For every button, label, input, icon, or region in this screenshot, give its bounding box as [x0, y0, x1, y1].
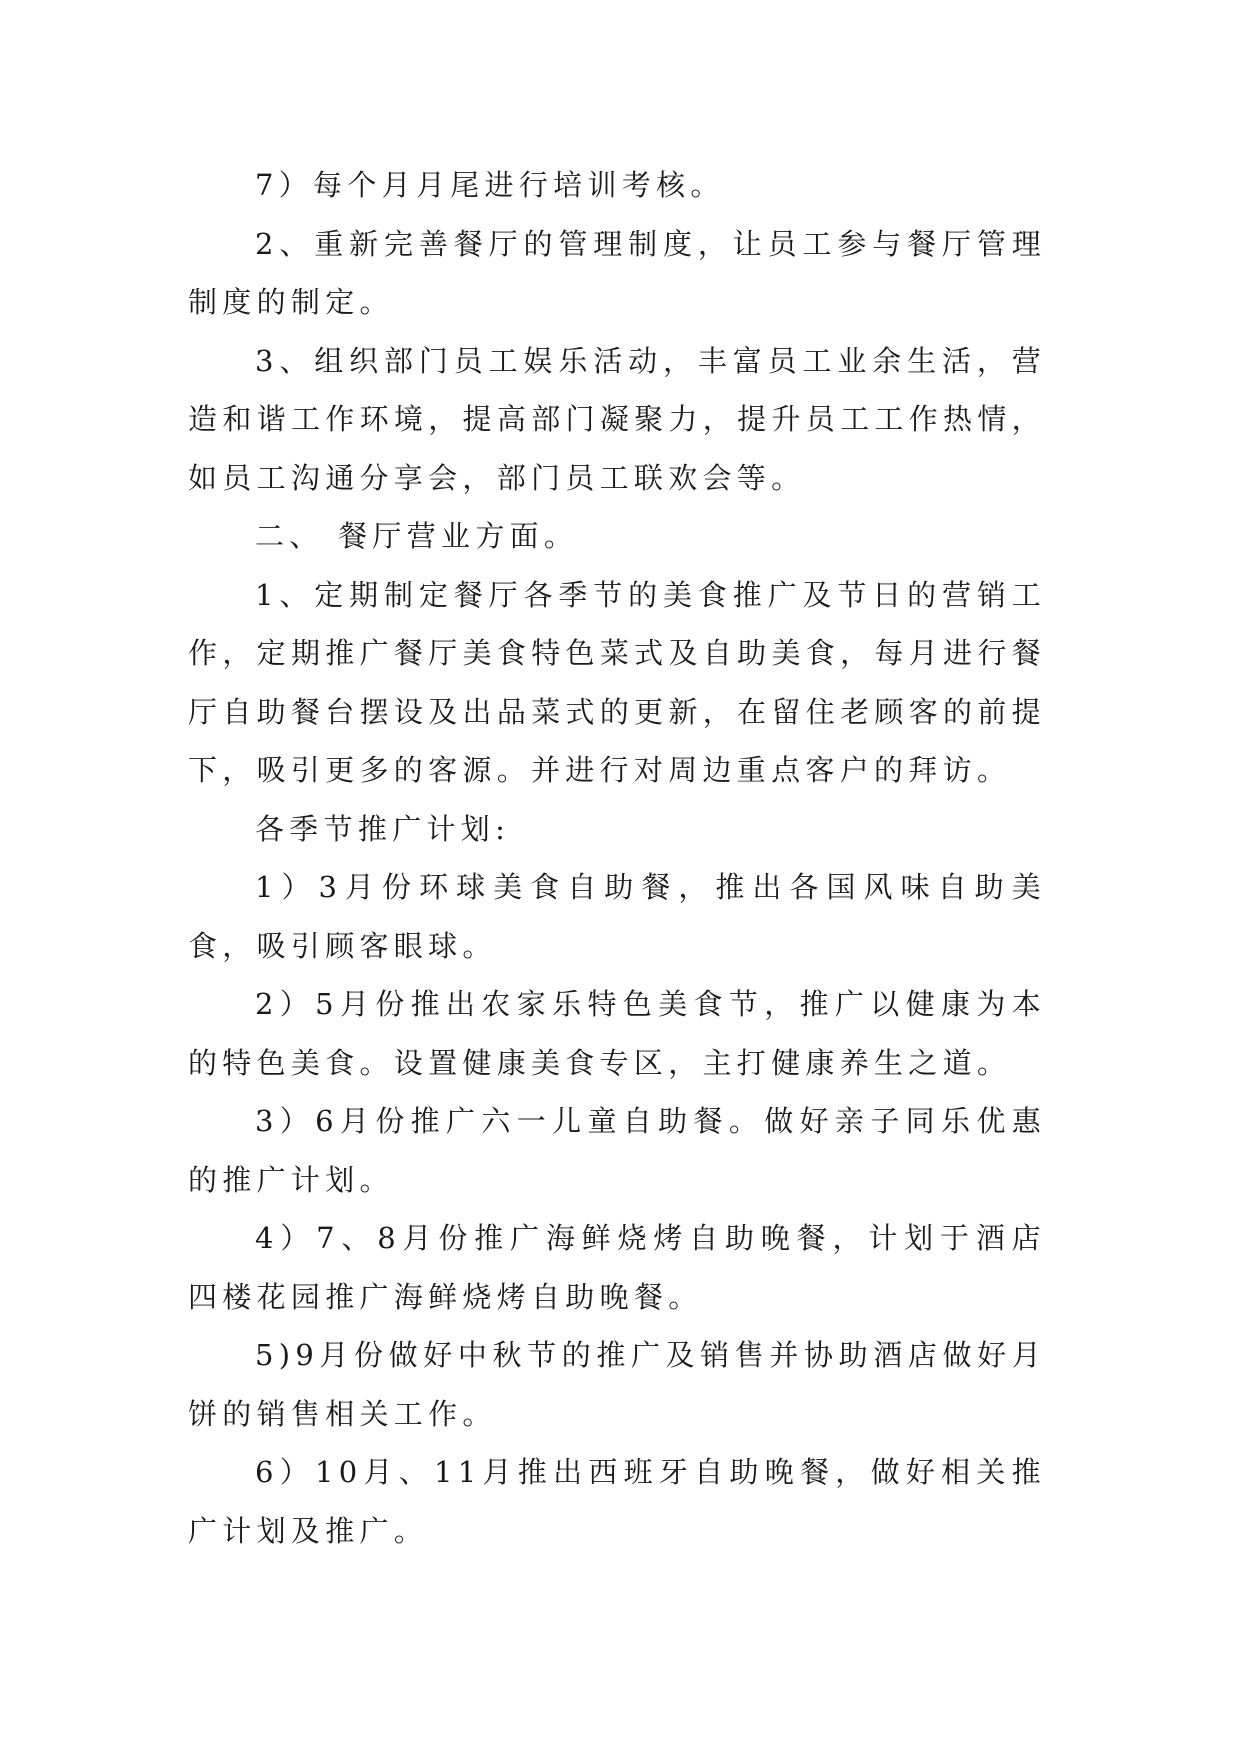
document-body — [188, 156, 1046, 1560]
list-item-june-plan: 3）6月份推广六一儿童自助餐。做好亲子同乐优惠的推广计划。 — [188, 1104, 1046, 1197]
paragraph-management-system: 2、重新完善餐厅的管理制度，让员工参与餐厅管理制度的制定。 — [188, 226, 1046, 319]
subheading-seasonal-plan: 各季节推广计划: — [255, 811, 511, 846]
list-item-march-plan: 1）3月份环球美食自助餐，推出各国风味自助美食，吸引顾客眼球。 — [188, 870, 1046, 963]
list-item-july-august-plan: 4）7、8月份推广海鲜烧烤自助晚餐，计划于酒店四楼花园推广海鲜烧烤自助晚餐。 — [188, 1221, 1046, 1314]
section-heading-restaurant-business: 二、 餐厅营业方面。 — [255, 519, 579, 553]
list-item-september-plan: 5)9月份做好中秋节的推广及销售并协助酒店做好月饼的销售相关工作。 — [188, 1338, 1046, 1431]
list-item-october-november-plan: 6）10月、11月推出西班牙自助晚餐，做好相关推广计划及推广。 — [188, 1455, 1046, 1548]
paragraph-staff-activities: 3、组织部门员工娱乐活动，丰富员工业余生活，营造和谐工作环境，提高部门凝聚力，提升员工工作热情，如员工沟通分享会，部门员工联欢会等。 — [188, 343, 1046, 495]
list-item-may-plan: 2）5月份推出农家乐特色美食节，推广以健康为本的特色美食。设置健康美食专区，主打健康养生之道。 — [188, 987, 1046, 1080]
paragraph-training-assessment: 7）每个月月尾进行培训考核。 — [255, 168, 725, 202]
paragraph-promotion-work: 1、定期制定餐厅各季节的美食推广及节日的营销工作，定期推广餐厅美食特色菜式及自助美食，每月进行餐厅自助餐台摆设及出品菜式的更新，在留住老顾客的前提下，吸引更多的客源。并进行对周边重点客户的拜访。 — [188, 577, 1046, 787]
